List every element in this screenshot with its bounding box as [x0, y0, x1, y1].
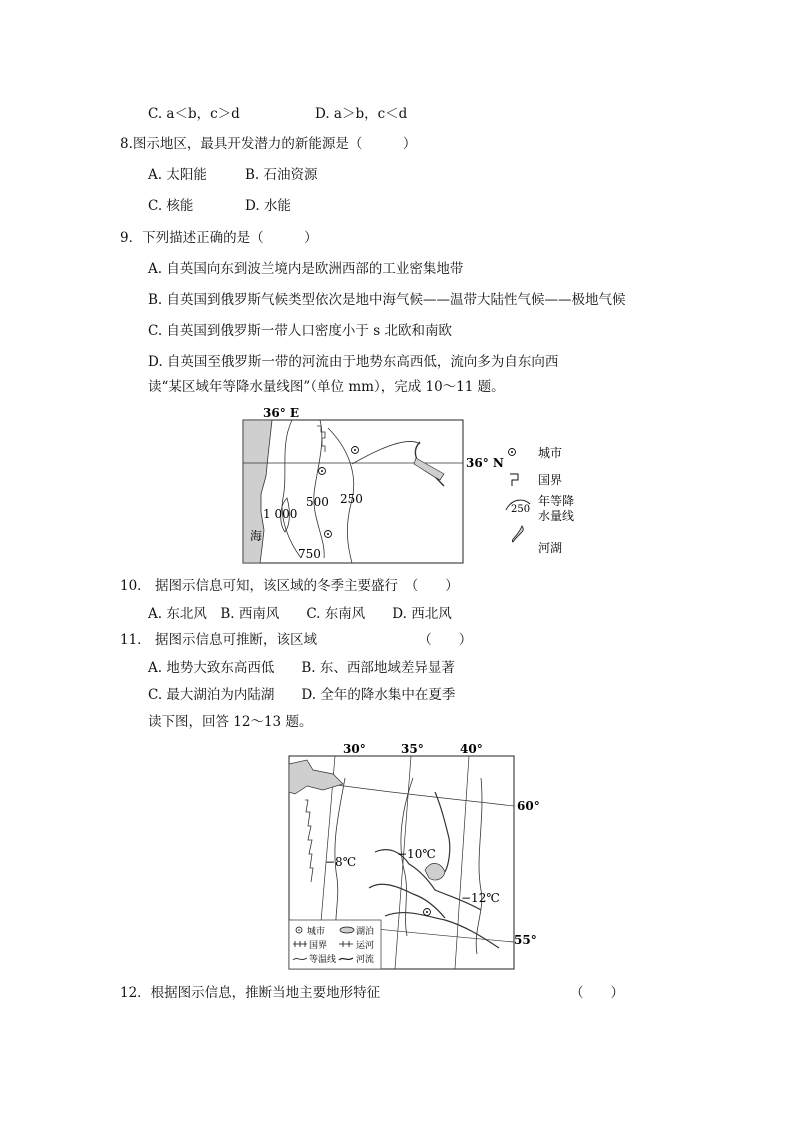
isotherm-minus-12 — [476, 778, 482, 954]
q11-options-ab: A. 地势大致东高西低 B. 东、西部地域差异显著 — [148, 660, 455, 676]
q10-options: A. 东北风 B. 西南风 C. 东南风 D. 西北风 — [148, 606, 452, 622]
legend-isoline-1: 年等降 — [538, 494, 575, 508]
q8-option-a: A. 太阳能 — [148, 167, 207, 183]
isotherm-label-minus-12: −12℃ — [461, 891, 500, 905]
isotherm-map — [285, 740, 545, 972]
q8-option-b: B. 石油资源 — [245, 167, 318, 183]
intro-q12-13: 读下图，回答 12～13 题。 — [148, 714, 313, 730]
q7-option-d: D. a＞b，c＜d — [315, 106, 408, 122]
lon-40-label: 40° — [460, 742, 483, 756]
lake — [414, 458, 444, 480]
q9-option-c: C. 自英国到俄罗斯一带人口密度小于 s 北欧和南欧 — [148, 323, 452, 339]
q9-option-d: D. 自英国至俄罗斯一带的河流由于地势东高西低，流向多为自东向西 — [148, 354, 559, 370]
precipitation-map — [230, 400, 590, 568]
sea-label: 海 — [250, 529, 263, 543]
q9-stem: 9．下列描述正确的是（ ） — [120, 230, 318, 246]
isotherm-label-minus-8: −8℃ — [325, 855, 357, 869]
legend2-canal: 运河 — [356, 941, 375, 951]
q12-paren: （ ） — [570, 985, 624, 1001]
q12-stem: 12．根据图示信息，推断当地主要地形特征 — [120, 985, 381, 1001]
isoline-label-750: 750 — [298, 547, 321, 561]
latitude-label: 36° N — [466, 456, 504, 470]
q8-stem: 8.图示地区，最具开发潜力的新能源是（ ） — [120, 136, 417, 152]
longitude-label: 36° E — [263, 406, 300, 420]
lon-30-label: 30° — [343, 742, 366, 756]
lake-ladoga — [289, 760, 343, 794]
isoline-750 — [282, 420, 301, 558]
river-3 — [385, 913, 499, 948]
river-4 — [435, 792, 450, 872]
isoline-500 — [314, 420, 324, 558]
legend2-border: 国界 — [309, 941, 328, 951]
q7-option-c: C. a＜b，c＞d — [148, 106, 240, 122]
q11-stem: 11． 据图示信息可推断，该区域 （ ） — [120, 632, 473, 648]
legend-lake: 河湖 — [538, 541, 563, 555]
legend-isoline-value: 250 — [511, 504, 531, 515]
legend-border: 国界 — [538, 473, 563, 487]
isoline-label-250: 250 — [340, 492, 363, 506]
legend2-lake: 湖泊 — [356, 927, 375, 937]
lon-35-label: 35° — [401, 742, 424, 756]
lat-60-label: 60° — [517, 799, 540, 813]
border-line — [305, 800, 313, 882]
lake-east — [425, 863, 445, 880]
legend-isoline-2: 水量线 — [538, 509, 575, 523]
legend2-city: 城市 — [307, 927, 326, 937]
q8-option-d: D. 水能 — [245, 198, 291, 214]
intro-q10-11: 读“某区域年等降水量线图”（单位 mm），完成 10～11 题。 — [148, 379, 505, 395]
q9-option-b: B. 自英国到俄罗斯气候类型依次是地中海气候——温带大陆性气候——极地气候 — [148, 292, 626, 308]
lat-55-label: 55° — [514, 933, 537, 947]
legend2-isotherm: 等温线 — [309, 955, 337, 965]
q9-option-a: A. 自英国向东到波兰境内是欧洲西部的工业密集地带 — [148, 261, 464, 277]
q11-options-cd: C. 最大湖泊为内陆湖 D. 全年的降水集中在夏季 — [148, 687, 456, 703]
q10-stem: 10． 据图示信息可知，该区域的冬季主要盛行 （ ） — [120, 578, 459, 594]
isoline-label-1000: 1 000 — [263, 507, 298, 521]
legend-city: 城市 — [538, 446, 563, 460]
isoline-label-500: 500 — [306, 495, 329, 509]
legend2-river: 河流 — [356, 955, 375, 965]
isotherm-label-minus-10: −10℃ — [397, 847, 436, 861]
q8-option-c: C. 核能 — [148, 198, 194, 214]
